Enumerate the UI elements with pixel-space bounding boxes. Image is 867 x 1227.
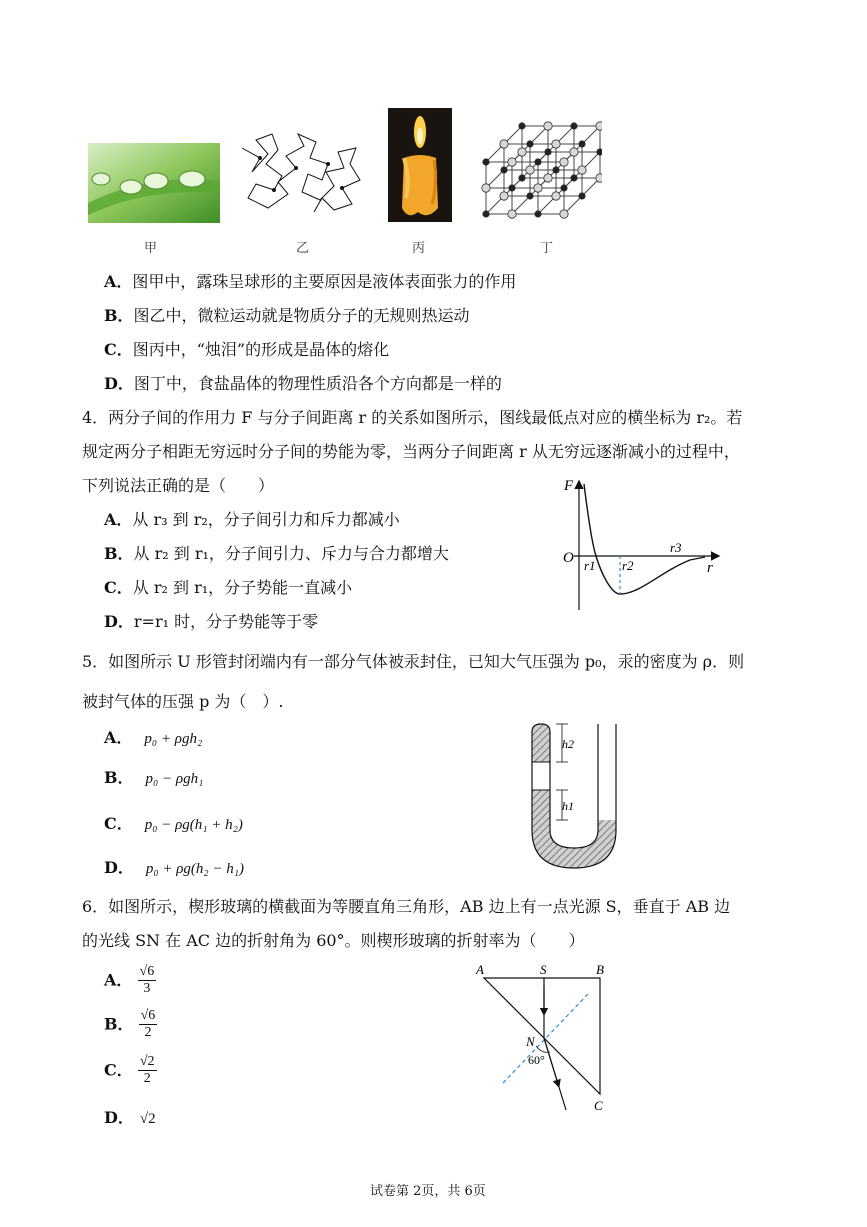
chloride-ion [578,166,586,174]
sodium-ion [579,193,585,199]
chloride-ion [552,140,560,148]
q4-option-a [104,510,400,530]
origin-O: O [563,550,574,566]
force-curve [584,484,705,594]
q3-option-a [104,272,516,292]
label-N: N [526,1034,535,1049]
page-footer: 试卷第 2页，共 6页 [370,1184,486,1199]
option-label: D． [104,1108,134,1127]
q3-option-c [104,340,389,360]
denominator: 3 [143,981,151,996]
numerator: √2 [139,1054,155,1069]
dewdrops-on-leaf-icon [88,143,220,223]
fraction [139,1008,158,1041]
option-formula: p₀ − ρgh₁ [145,771,204,787]
denominator: 2 [143,1071,151,1086]
glass-wedge-diagram [470,960,620,1116]
sodium-ion [519,175,525,181]
q5-option-d [104,858,244,879]
u-tube-icon [526,720,622,870]
label-A: A [476,962,484,977]
y-label-F: F [564,478,574,494]
figure-yi-brownian [238,128,366,216]
q6-wedge-figure [470,960,620,1116]
figure-bing-candle [388,108,452,222]
q3-option-b [104,306,470,326]
sodium-ion [571,175,577,181]
q4-stem-line1: 4．两分子间的作用力 F 与分子间距离 r 的关系如图所示，图线最低点对应的横坐标为 r₂。若 [82,408,743,427]
chloride-ion [570,148,578,156]
q4-force-graph [560,476,730,616]
crystal-lattice-icon [480,114,602,226]
sodium-ion [483,211,489,217]
q5-stem-line1: 5．如图所示 U 形管封闭端内有一部分气体被汞封住，已知大气压强为 p₀，汞的密度为 ρ．则 [82,652,745,671]
h2-label: h2 [562,737,574,751]
label-B: B [596,962,604,977]
q6-option-a [104,964,156,997]
brownian-motion-icon [238,128,366,216]
r2-label: r2 [622,558,634,573]
figure-jia-dewdrops [88,143,220,223]
option-label: D． [104,858,134,877]
option-text: 图乙中，微粒运动就是物质分子的无规则热运动 [133,306,470,325]
caption-ding: 丁 [540,241,554,256]
numerator: √6 [139,964,155,979]
sodium-ion [527,141,533,147]
chloride-ion [596,122,602,130]
q6-option-c [104,1054,157,1087]
option-text: 从 r₂ 到 r₁，分子势能一直减小 [132,578,353,597]
chloride-ion [526,166,534,174]
caption-bing: 丙 [412,241,426,256]
q4-option-b [104,544,449,564]
sodium-ion [509,185,515,191]
candle-icon [388,108,452,222]
label-angle: 60° [528,1053,545,1067]
r3-label: r3 [670,540,682,555]
chloride-ion [482,184,490,192]
q4-option-d [104,612,318,632]
fraction [138,964,157,997]
q3-option-d [104,374,502,394]
option-label: B． [104,768,134,787]
option-text: 从 r₂ 到 r₁，分子间引力、斥力与合力都增大 [133,544,449,563]
chloride-ion [500,192,508,200]
option-label: A． [104,970,133,990]
label-S: S [540,962,547,977]
q6-option-b [104,1008,157,1041]
chloride-ion [544,174,552,182]
chloride-ion [552,192,560,200]
option-label: C． [104,814,133,833]
option-label: A． [104,510,133,529]
sodium-ion [483,159,489,165]
option-formula: p₀ − ρg(h₁ + h₂) [144,817,243,833]
q5-stem-line2: 被封气体的压强 p 为（ ）. [82,692,284,711]
chloride-ion [518,148,526,156]
r1-label: r1 [584,558,596,573]
sodium-ion [597,149,602,155]
denominator: 2 [144,1025,152,1040]
sodium-ion [561,185,567,191]
sodium-ion [535,159,541,165]
numerator: √6 [140,1008,156,1023]
chloride-ion [544,122,552,130]
sodium-ion [545,149,551,155]
figure-ding-salt-lattice [480,114,602,226]
q5-option-c [104,814,243,835]
q4-stem-line3: 下列说法正确的是（ ） [82,476,275,495]
option-formula: √2 [139,1111,156,1127]
option-label: B． [104,306,134,325]
sodium-ion [579,141,585,147]
q6-stem-line2: 的光线 SN 在 AC 边的折射角为 60°。则楔形玻璃的折射率为（ ） [82,931,585,950]
x-label-r: r [707,560,713,576]
q6-stem-line1: 6．如图所示，楔形玻璃的横截面为等腰直角三角形，AB 边上有一点光源 S，垂直于 AB 边 [82,897,731,916]
sodium-ion [571,123,577,129]
label-C: C [594,1098,603,1113]
q6-option-d [104,1108,156,1129]
chloride-ion [560,158,568,166]
option-text: r=r₁ 时，分子势能等于零 [133,612,319,631]
q4-option-c [104,578,352,598]
option-label: C． [104,340,133,359]
option-label: A． [104,728,133,747]
option-text: 从 r₃ 到 r₂，分子间引力和斥力都减小 [132,510,400,529]
force-distance-graph [560,476,730,616]
q5-option-a [104,728,202,749]
option-formula: p₀ + ρgh₂ [144,731,203,747]
caption-jia: 甲 [144,241,158,256]
chloride-ion [508,158,516,166]
option-label: D． [104,374,134,393]
option-label: B． [104,1014,134,1034]
chloride-ion [596,174,602,182]
option-text: 图甲中，露珠呈球形的主要原因是液体表面张力的作用 [132,272,517,291]
sodium-ion [501,167,507,173]
triangle-ABC [484,978,600,1094]
sodium-ion [519,123,525,129]
q4-stem-line2: 规定两分子相距无穷远时分子间的势能为零，当两分子间距离 r 从无穷远逐渐减小的过程中， [82,442,740,461]
sodium-ion [527,193,533,199]
chloride-ion [500,140,508,148]
sodium-ion [535,211,541,217]
chloride-ion [534,184,542,192]
fraction [138,1054,157,1087]
option-label: C． [104,578,133,597]
caption-yi: 乙 [296,241,310,256]
option-formula: p₀ + ρg(h₂ − h₁) [145,861,244,877]
option-label: A． [104,272,133,291]
sodium-ion [553,167,559,173]
q5-u-tube-figure [526,720,622,870]
option-label: B． [104,544,134,563]
option-label: C． [104,1060,133,1080]
option-text: 图丙中，“烛泪”的形成是晶体的熔化 [132,340,390,359]
h1-label: h1 [562,799,574,813]
q5-option-b [104,768,203,789]
option-label: D． [104,612,134,631]
option-text: 图丁中，食盐晶体的物理性质沿各个方向都是一样的 [133,374,502,393]
chloride-ion [560,210,568,218]
chloride-ion [508,210,516,218]
